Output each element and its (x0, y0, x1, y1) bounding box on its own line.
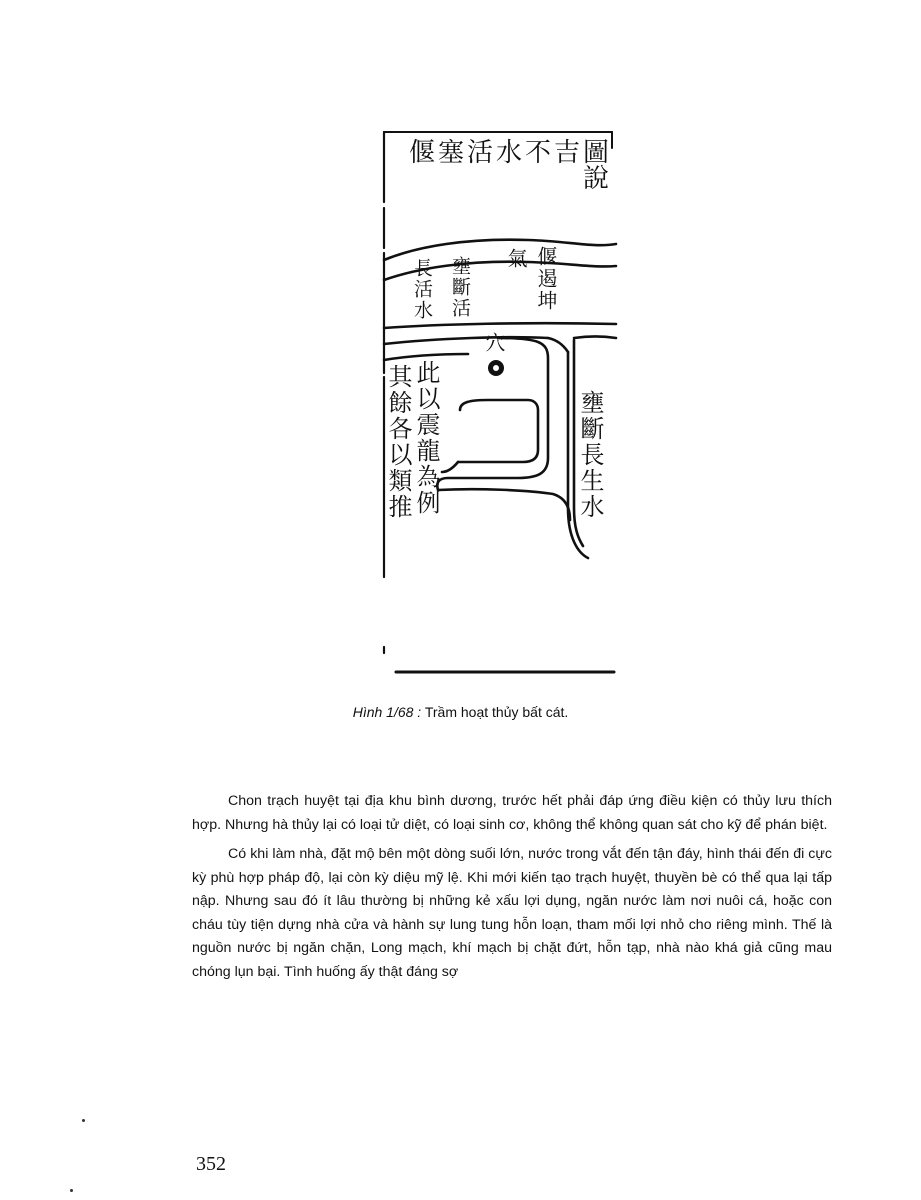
figure-caption (0, 704, 921, 720)
page-number: 352 (196, 1153, 226, 1175)
feng-shui-diagram (378, 128, 618, 680)
diagram-title: 偃塞活水不吉圖說 (408, 138, 612, 194)
scan-speck (70, 1189, 73, 1192)
label-top-right: 偃遏坤 (534, 246, 558, 312)
label-cave: 穴 (482, 332, 506, 354)
scan-speck (82, 1119, 85, 1122)
caption-text: Trầm hoạt thủy bất cát. (424, 704, 569, 720)
label-left-a: 此以震龍為例 (412, 360, 440, 516)
paragraph-2: Có khi làm nhà, đặt mộ bên một dòng suối lớn, nước trong vắt đến tận đáy, hình thái đến đi cực kỳ phù hợp pháp độ, lại còn kỳ diệu mỹ lệ. Khi mới kiến tạo trạch huyệt, thuyền bè có thể qua lại tấp nập. Nhưng sau đó ít lâu thường bị những kẻ xấu lợi dụng, ngăn nước làm nơi nuôi cá, hoặc con cháu tùy tiện dựng nhà cửa và hành sự lung tung hỗn loạn, tham mối lợi nhỏ cho riêng mình. Thế là nguồn nước bị ngăn chặn, Long mạch, khí mạch bị chặt đứt, hỗn tạp, nhà nào khá giả cũng mau chóng lụn bại. Tình huống ấy thật đáng sợ (192, 846, 832, 980)
label-top-left: 長活水 (411, 258, 433, 321)
label-top-mid: 氣 (504, 248, 528, 270)
label-right: 壅斷長生水 (576, 390, 604, 520)
label-left-b: 其餘各以類推 (384, 364, 412, 520)
paragraph-1: Chon trạch huyệt tại địa khu bình dương, trước hết phải đáp ứng điều kiện có thủy lưu thích hợp. Nhưng hà thủy lại có loại tử diệt, có loại sinh cơ, không thể không quan sát cho kỹ để phán biệt. (192, 793, 832, 833)
body-text (192, 790, 832, 990)
label-top-mid2: 壅斷活 (449, 256, 471, 319)
caption-label: Hình 1/68 : (352, 704, 422, 720)
